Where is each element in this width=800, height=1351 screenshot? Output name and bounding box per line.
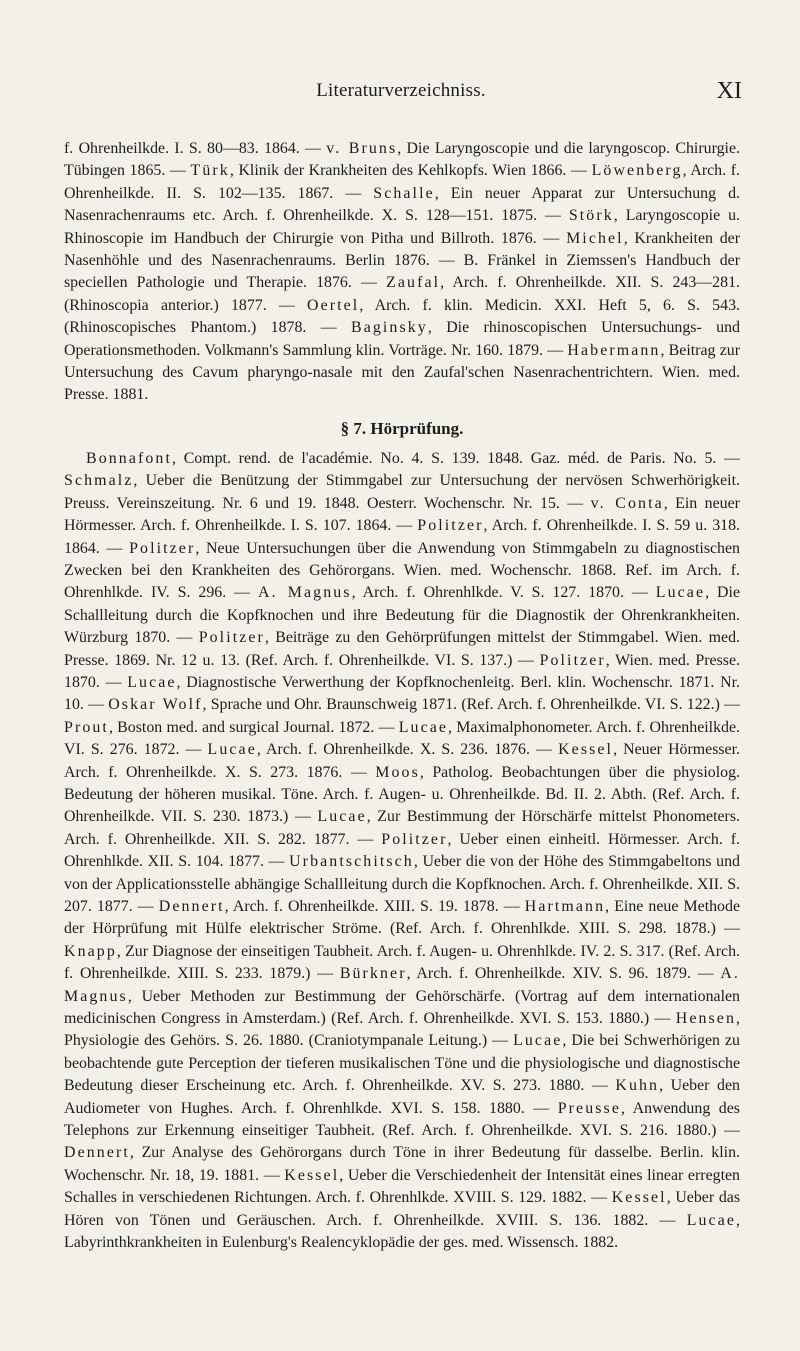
author-name: Habermann: [567, 341, 661, 359]
author-name: Türk: [190, 162, 230, 180]
running-header: [60, 80, 742, 110]
author-name: Politzer: [129, 539, 196, 557]
author-name: Lucae: [513, 1032, 563, 1050]
author-name: Dennert: [64, 1144, 130, 1162]
author-name: Urbantschitsch: [289, 853, 414, 871]
author-name: Kuhn: [615, 1077, 660, 1095]
author-name: Politzer: [381, 830, 448, 848]
author-name: Hensen: [675, 1010, 737, 1028]
author-name: Preusse: [557, 1099, 621, 1117]
author-name: Löwenberg: [591, 162, 683, 180]
author-name: v. Bruns: [326, 140, 398, 157]
author-name: Lucae: [207, 741, 257, 759]
page-body: [64, 138, 740, 1255]
bibliography-paragraph-hoerpruefung: Bonnafont, Compt. rend. de l'académie. No. 4. S. 139. 1848. Gaz. méd. de Paris. No. 5. — Schmalz, Ueber die Benützung der Stimmgabel zur Untersuchung der nervösen Schwerhörigkeit. Preuss. Vereinszeitung. Nr. 6 und 19. 1848. Oesterr. Wochenschr. Nr. 15. — v. Conta, Ein neuer Hörmesser. Arch. f. Ohrenheilkde. I. S. 107. 1864. — Politzer, Arch. f. Ohrenheilkde. I. S. 59 u. 318. 1864. — Politzer, Neue Untersuchungen über die Anwendung von Stimmgabeln zu diagnostischen Zwecken bei den Krankheiten des Gehörorgans. Wien. med. Wochenschr. 1868. Ref. im Arch. f. Ohrenhlkde. IV. S. 296. — A. Magnus, Arch. f. Ohrenhlkde. V. S. 127. 1870. — Lucae, Die Schallleitung durch die Kopfknochen und ihre Bedeutung für die Diagnostik der Ohrenkrankheiten. Würzburg 1870. — Politzer, Beiträge zu den Gehörprüfungen mittelst der Stimmgabel. Wien. med. Presse. 1869. Nr. 12 u. 13. (Ref. Arch. f. Ohrenheilkde. VI. S. 137.) — Politzer, Wien. med. Presse. 1870. — Lucae, Diagnostische Verwerthung der Kopfknochenleitg. Berl. klin. Wochenschr. 1871. Nr. 10. — Oskar Wolf, Sprache und Ohr. Braunschweig 1871. (Ref. Arch. f. Ohrenheilkde. VI. S. 122.) — Prout, Boston med. and surgical Journal. 1872. — Lucae, Maximalphonometer. Arch. f. Ohrenheilkde. VI. S. 276. 1872. — Lucae, Arch. f. Ohrenheilkde. X. S. 236. 1876. — Kessel, Neuer Hörmesser. Arch. f. Ohrenheilkde. X. S. 273. 1876. — Moos, Patholog. Beobachtungen über die physiolog. Bedeutung der höheren musikal. Töne. Arch. f. Augen- u. Ohrenheilkde. Bd. II. 2. Abth. (Ref. Arch. f. Ohrenheilkde. VII. S. 230. 1873.) — Lucae, Zur Bestimmung der Hörschärfe mittelst Phonometers. Arch. f. Ohrenheilkde. XII. S. 282. 1877. — Politzer, Ueber einen einheitl. Hörmesser. Arch. f. Ohrenhlkde. XII. S. 104. 1877. — Urbantschitsch, Ueber die von der Höhe des Stimmgabeltons und von der Applicationsstelle abhängige Schallleitung durch die Kopfknochen. Arch. f. Ohrenheilkde. XII. S. 207. 1877. — Dennert, Arch. f. Ohrenheilkde. XIII. S. 19. 1878. — Hartmann, Eine neue Methode der Hörprüfung mit Hülfe elektrischer Ströme. (Ref. Arch. f. Ohrenhlkde. XIII. S. 298. 1878.) — Knapp, Zur Diagnose der einseitigen Taubheit. Arch. f. Augen- u. Ohrenhlkde. IV. 2. S. 317. (Ref. Arch. f. Ohrenheilkde. XIII. S. 233. 1879.) — Bürkner, Arch. f. Ohrenheilkde. XIV. S. 96. 1879. — A. Magnus, Ueber Methoden zur Bestimmung der Gehörschärfe. (Vortrag auf dem internationalen medicinischen Congress in Amsterdam.) (Ref. Arch. f. Ohrenheilkde. XVI. S. 153. 1880.) — Hensen, Physiologie des Gehörs. S. 26. 1880. (Craniotympanale Leitung.) — Lucae, Die bei Schwerhörigen zu beobachtende gute Perception der tieferen musikalischen Töne und die physiologische und diagnostische Bedeutung dieser Erscheinung etc. Arch. f. Ohrenheilkde. XV. S. 273. 1880. — Kuhn, Ueber den Audiometer von Hughes. Arch. f. Ohrenhlkde. XVI. S. 158. 1880. — Preusse, Anwendung des Telephons zur Erkennung einseitiger Taubheit. (Ref. Arch. f. Ohrenheilkde. XVI. S. 216. 1880.) — Dennert, Zur Analyse des Gehörorgans durch Töne in ihrer Bedeutung für dasselbe. Berlin. klin. Wochenschr. Nr. 18, 19. 1881. — Kessel, Ueber die Verschiedenheit der Intensität eines linear erregten Schalles in verschiedenen Richtungen. Arch. f. Ohrenhlkde. XVIII. S. 129. 1882. — Kessel, Ueber das Hören von Tönen und Geräuschen. Arch. f. Ohrenheilkde. XVIII. S. 136. 1882. — Lucae, Labyrinthkrankheiten in Eulenburg's Realencyklopädie der ges. med. Wissensch. 1882.: [64, 449, 741, 1252]
author-name: Michel: [566, 229, 624, 247]
author-name: Schmalz: [64, 472, 134, 490]
author-name: Politzer: [539, 651, 606, 669]
author-name: Oskar Wolf: [108, 696, 203, 714]
author-name: Lucae: [317, 808, 367, 826]
author-name: Oertel: [307, 296, 360, 314]
author-name: Politzer: [417, 517, 484, 535]
author-name: Bonnafont: [86, 449, 172, 467]
author-name: Schalle: [373, 184, 435, 202]
author-name: Dennert: [158, 898, 225, 915]
author-name: Lucae: [655, 584, 706, 602]
bibliography-paragraph-rhinoscopy: f. Ohrenheilkde. I. S. 80—83. 1864. — v. Bruns, Die Laryngoscopie und die laryngoscop. Chirurgie. Tübingen 1865. — Türk, Klinik der Krankheiten des Kehlkopfs. Wien 1866. — Löwenberg, Arch. f. Ohrenheilkde. II. S. 102—135. 1867. — Schalle, Ein neuer Apparat zur Untersuchung d. Nasenrachenraums etc. Arch. f. Ohrenheilkde. X. S. 128—151. 1875. — Störk, Laryngoscopie u. Rhinoscopie im Handbuch der Chirurgie von Pitha und Billroth. 1876. — Michel, Krankheiten der Nasenhöhle und des Nasenrachenraums. Berlin 1876. — B. Fränkel in Ziemssen's Handbuch der speciellen Pathologie und Therapie. 1876. — Zaufal, Arch. f. Ohrenheilkde. XII. S. 243—281. (Rhinoscopia anterior.) 1877. — Oertel, Arch. f. klin. Medicin. XXI. Heft 5, 6. S. 543. (Rhinoscopisches Phantom.) 1878. — Baginsky, Die rhinoscopischen Untersuchungs- und Operationsmethoden. Volkmann's Sammlung klin. Vorträge. Nr. 160. 1879. — Habermann, Beitrag zur Untersuchung des Cavum pharyngo-nasale mit den Zaufal'schen Nasenrachentrichtern. Wien. med. Presse. 1881.: [64, 140, 741, 404]
author-name: Politzer: [198, 629, 265, 647]
author-name: v. Conta: [590, 494, 664, 512]
author-name: Kessel: [558, 741, 614, 759]
author-name: Prout: [64, 718, 109, 736]
section-heading: § 7. Hörprüfung.: [340, 418, 464, 438]
author-name: A. Magnus: [64, 965, 740, 1005]
author-name: Kessel: [284, 1166, 340, 1184]
author-name: Lucae: [686, 1211, 737, 1229]
page-number: XI: [716, 78, 742, 104]
author-name: Lucae: [398, 718, 449, 736]
author-name: Knapp: [64, 942, 117, 960]
running-title: Literaturverzeichniss.: [316, 80, 486, 101]
author-name: Baginsky: [351, 319, 428, 337]
author-name: Moos: [375, 763, 420, 781]
author-name: Lucae: [127, 673, 177, 691]
author-name: Bürkner: [339, 965, 407, 983]
author-name: Störk: [568, 207, 614, 225]
author-name: A. Magnus: [258, 584, 352, 602]
author-name: Zaufal: [386, 274, 441, 292]
author-name: Kessel: [611, 1189, 667, 1207]
author-name: Hartmann: [524, 898, 606, 915]
